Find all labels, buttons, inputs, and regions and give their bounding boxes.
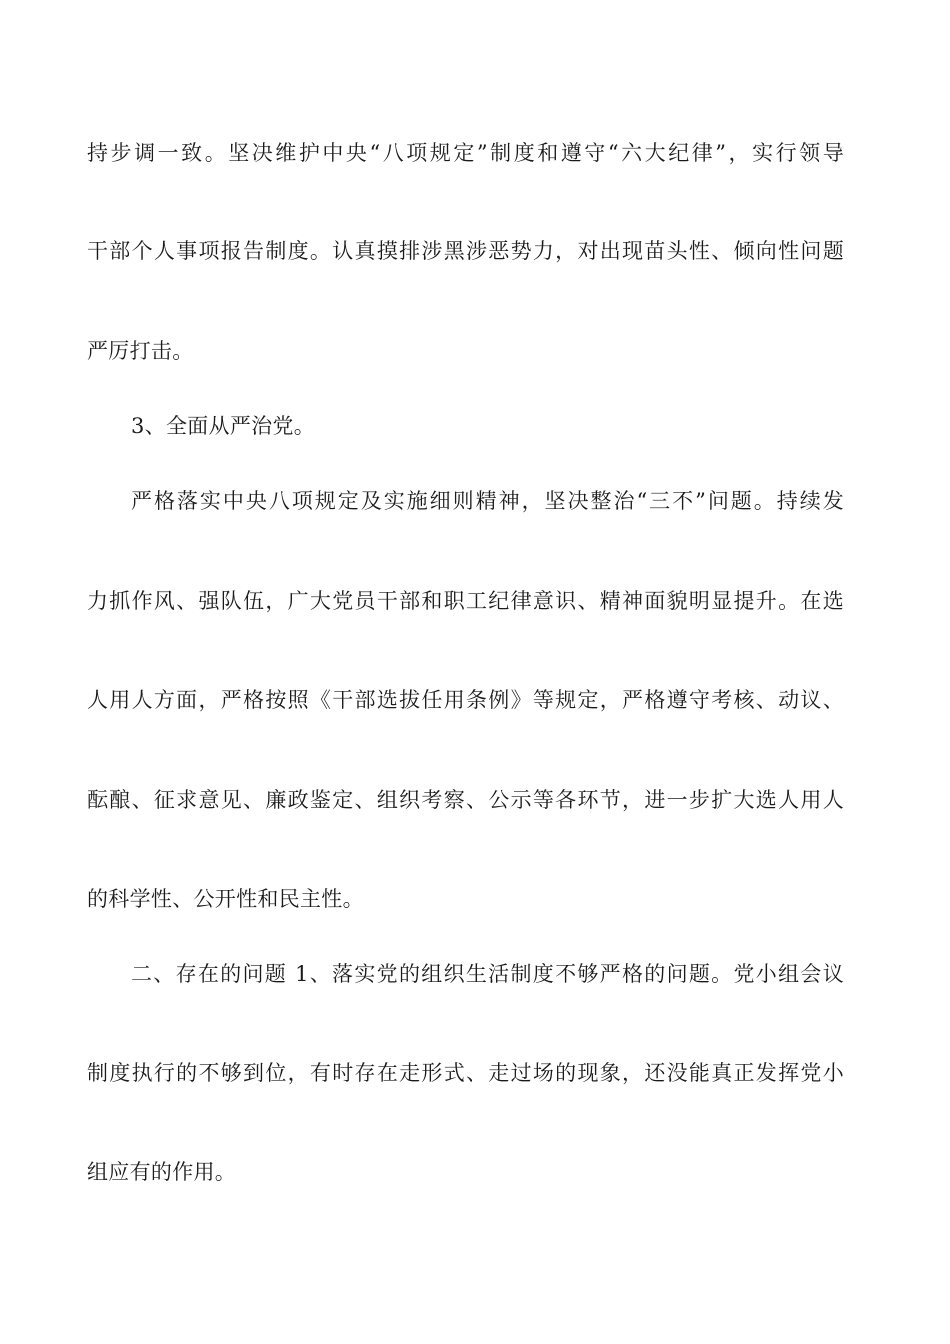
body-text-line: 的科学性、公开性和民主性。 bbox=[87, 887, 364, 911]
body-text-line: 严厉打击。 bbox=[87, 339, 194, 363]
body-text-line: 持步调一致。坚决维护中央“八项规定”制度和遵守“六大纪律”，实行领导 bbox=[87, 141, 844, 165]
body-text-line: 酝酿、征求意见、廉政鉴定、组织考察、公示等各环节，进一步扩大选人用人 bbox=[87, 788, 844, 812]
body-text-line: 组应有的作用。 bbox=[87, 1160, 237, 1184]
body-text-line: 二、存在的问题 1、落实党的组织生活制度不够严格的问题。党小组会议 bbox=[131, 962, 844, 986]
body-text-line: 人用人方面，严格按照《干部选拔任用条例》等规定，严格遵守考核、动议、 bbox=[87, 688, 844, 712]
body-text-line: 力抓作风、强队伍，广大党员干部和职工纪律意识、精神面貌明显提升。在选 bbox=[87, 589, 844, 613]
body-text-line: 严格落实中央八项规定及实施细则精神，坚决整治“三不”问题。持续发 bbox=[131, 489, 844, 513]
section-heading: 3、全面从严治党。 bbox=[131, 414, 316, 438]
body-text-line: 干部个人事项报告制度。认真摸排涉黑涉恶势力，对出现苗头性、倾向性问题 bbox=[87, 239, 844, 263]
body-text-line: 制度执行的不够到位，有时存在走形式、走过场的现象，还没能真正发挥党小 bbox=[87, 1061, 844, 1085]
